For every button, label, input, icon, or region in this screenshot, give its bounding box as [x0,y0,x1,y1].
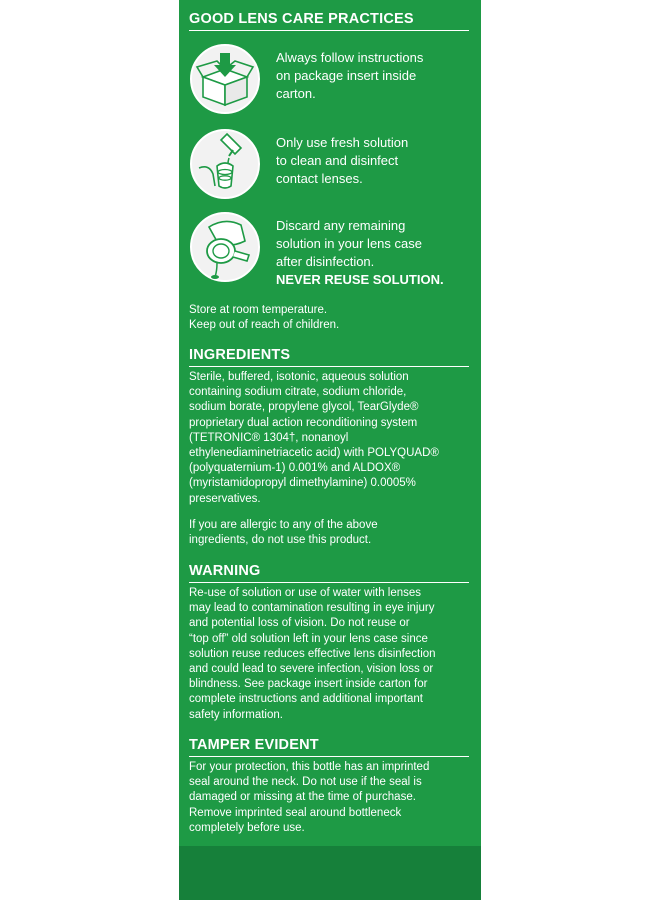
allergy-line: ingredients, do not use this product. [189,534,372,547]
step-1-line: Always follow instructions [276,50,424,65]
ingredients-line: proprietary dual action reconditioning system [189,416,418,429]
warning-line: “top off” old solution left in your lens case since [189,632,428,645]
ingredients-line: Sterile, buffered, isotonic, aqueous solution [189,371,409,383]
step-2-line: contact lenses. [276,171,363,186]
warning-heading: WARNING [189,562,469,583]
tamper-line: damaged or missing at the time of purchase. [189,791,416,804]
step-1-text [276,49,473,103]
step-3-line: after disinfection. [276,254,375,269]
tamper-text [189,760,471,836]
ingredients-line: ethylenediaminetriacetic acid) with POLYQUAD® [189,447,439,460]
practices-heading: GOOD LENS CARE PRACTICES [189,10,469,31]
tamper-line: For your protection, this bottle has an imprinted [189,761,430,773]
ingredients-line: (polyquaternium-1) 0.001% and ALDOX® [189,462,401,475]
ingredients-line: (myristamidopropyl dimethylamine) 0.0005% [189,477,416,490]
step-follow-instructions [189,43,473,115]
lens-case-icon [189,211,261,283]
step-3-text [276,217,473,289]
ingredients-line: sodium borate, propylene glycol, TearGlyde® [189,401,419,414]
warning-line: and could lead to severe infection, vision loss or [189,663,434,676]
warning-line: blindness. See package insert inside carton for [189,678,428,691]
allergy-line: If you are allergic to any of the above [189,519,378,531]
tamper-line: Remove imprinted seal around bottleneck [189,806,402,819]
never-reuse-warning: NEVER REUSE SOLUTION. [276,272,444,287]
panel-footer-band [179,846,481,900]
solution-bottle-icon [189,128,261,200]
ingredients-line: (TETRONIC® 1304†, nonanoyl [189,431,349,444]
tamper-heading: TAMPER EVIDENT [189,736,469,757]
storage-text [189,303,471,333]
ingredients-text [189,370,471,507]
step-3-line: solution in your lens case [276,236,422,251]
carton-icon [189,43,261,115]
step-1-line: carton. [276,86,316,101]
warning-line: and potential loss of vision. Do not reuse or [189,617,410,630]
warning-text [189,586,471,723]
warning-line: Re-use of solution or use of water with lenses [189,587,422,599]
step-fresh-solution [189,128,473,200]
step-2-line: Only use fresh solution [276,135,409,150]
warning-line: solution reuse reduces effective lens disinfection [189,647,436,660]
tamper-line: completely before use. [189,821,305,834]
warning-line: safety information. [189,708,283,721]
ingredients-line: preservatives. [189,492,261,505]
step-3-line: Discard any remaining [276,218,406,233]
ingredients-line: containing sodium citrate, sodium chloride, [189,386,407,399]
tamper-line: seal around the neck. Do not use if the seal is [189,776,422,789]
warning-line: complete instructions and additional important [189,693,423,706]
storage-line: Keep out of reach of children. [189,319,340,332]
step-2-line: to clean and disinfect [276,153,399,168]
storage-line: Store at room temperature. [189,304,328,316]
allergy-text [189,518,471,548]
label-panel [179,0,481,900]
step-1-line: on package insert inside [276,68,417,83]
warning-line: may lead to contamination resulting in eye injury [189,602,435,615]
step-discard-solution [189,211,473,287]
step-2-text [276,134,473,188]
ingredients-heading: INGREDIENTS [189,346,469,367]
